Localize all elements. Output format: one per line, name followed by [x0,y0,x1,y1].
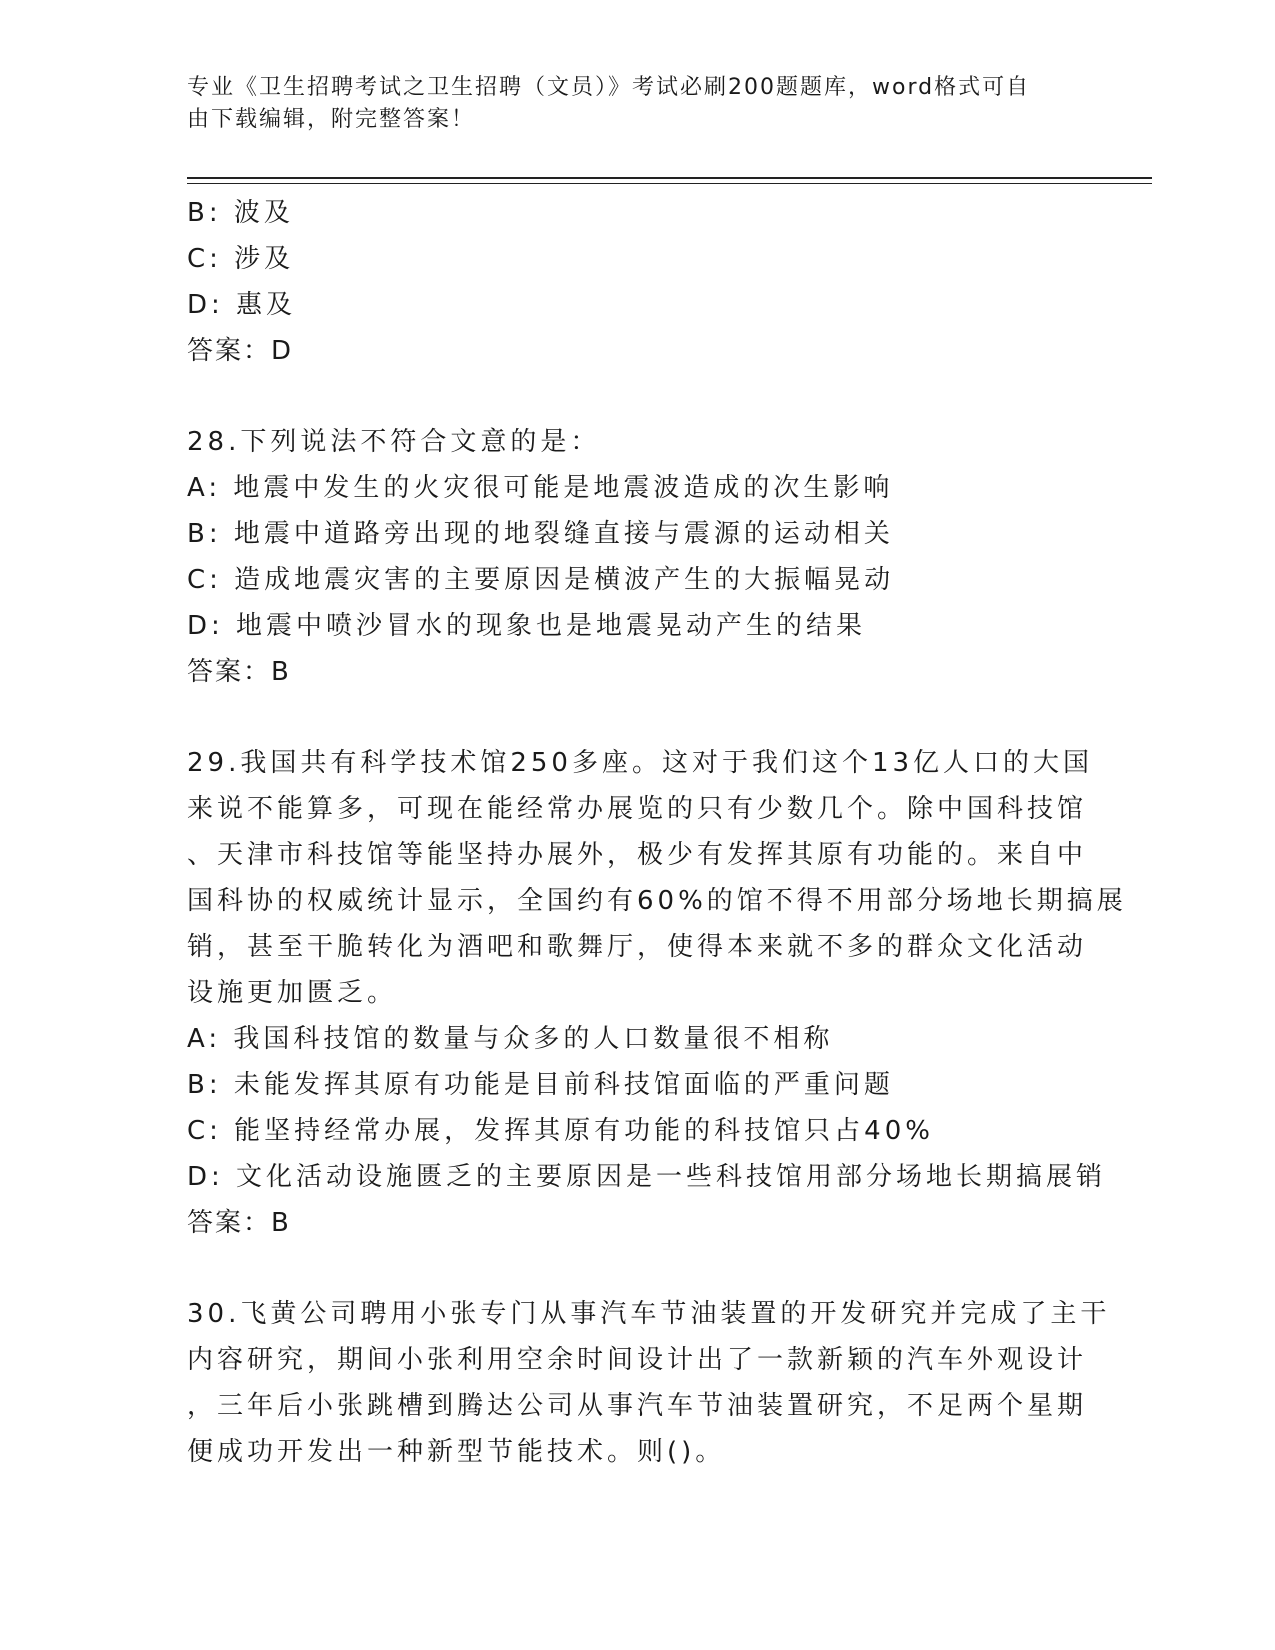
answer-line: 答案：D [187,336,294,366]
spacer [187,1246,1087,1291]
answer-line: 答案：B [187,657,291,687]
option-b: B: 未能发挥其原有功能是目前科技馆面临的严重问题 [187,1070,894,1100]
option-d: D: 惠及 [187,290,297,320]
header-divider-thin [187,183,1152,184]
option-c: C: 涉及 [187,244,295,274]
answer-line: 答案：B [187,1208,291,1238]
question-stem-line: 国科协的权威统计显示，全国约有60%的馆不得不用部分场地长期搞展 [187,886,1127,916]
header-divider-thick [187,177,1152,179]
question-stem-line: 30.飞黄公司聘用小张专门从事汽车节油装置的开发研究并完成了主干 [187,1299,1111,1329]
option-b: B: 波及 [187,198,294,228]
header-line-1: 专业《卫生招聘考试之卫生招聘（文员）》考试必刷200题题库，word格式可自 [187,75,1031,100]
question-stem-line: 29.我国共有科学技术馆250多座。这对于我们这个13亿人口的大国 [187,748,1094,778]
question-stem-line: ，三年后小张跳槽到腾达公司从事汽车节油装置研究，不足两个星期 [187,1391,1088,1421]
option-d: D: 文化活动设施匮乏的主要原因是一些科技馆用部分场地长期搞展销 [187,1162,1107,1192]
spacer [187,695,1087,740]
option-c: C: 造成地震灾害的主要原因是横波产生的大振幅晃动 [187,565,895,595]
document-header [187,72,1067,136]
question-28 [187,419,1087,695]
question-stem-line: 设施更加匮乏。 [187,978,398,1008]
question-27-tail [187,190,1087,374]
question-30 [187,1291,1111,1475]
option-a: A: 我国科技馆的数量与众多的人口数量很不相称 [187,1024,834,1054]
question-stem-line: 来说不能算多，可现在能经常办展览的只有少数几个。除中国科技馆 [187,794,1088,824]
option-b: B: 地震中道路旁出现的地裂缝直接与震源的运动相关 [187,519,894,549]
option-a: A: 地震中发生的火灾很可能是地震波造成的次生影响 [187,473,894,503]
option-c: C: 能坚持经常办展，发挥其原有功能的科技馆只占40% [187,1116,934,1146]
question-stem-line: 销，甚至干脆转化为酒吧和歌舞厅，使得本来就不多的群众文化活动 [187,932,1088,962]
spacer [187,374,1087,419]
question-stem-line: 便成功开发出一种新型节能技术。则()。 [187,1437,726,1467]
option-d: D: 地震中喷沙冒水的现象也是地震晃动产生的结果 [187,611,867,641]
document-body [187,190,1127,1475]
header-line-2: 由下载编辑，附完整答案！ [187,107,476,132]
question-stem-line: 内容研究，期间小张利用空余时间设计出了一款新颖的汽车外观设计 [187,1345,1088,1375]
question-stem: 28.下列说法不符合文意的是： [187,427,601,457]
question-29 [187,740,1127,1246]
question-stem-line: 、天津市科技馆等能坚持办展外，极少有发挥其原有功能的。来自中 [187,840,1088,870]
